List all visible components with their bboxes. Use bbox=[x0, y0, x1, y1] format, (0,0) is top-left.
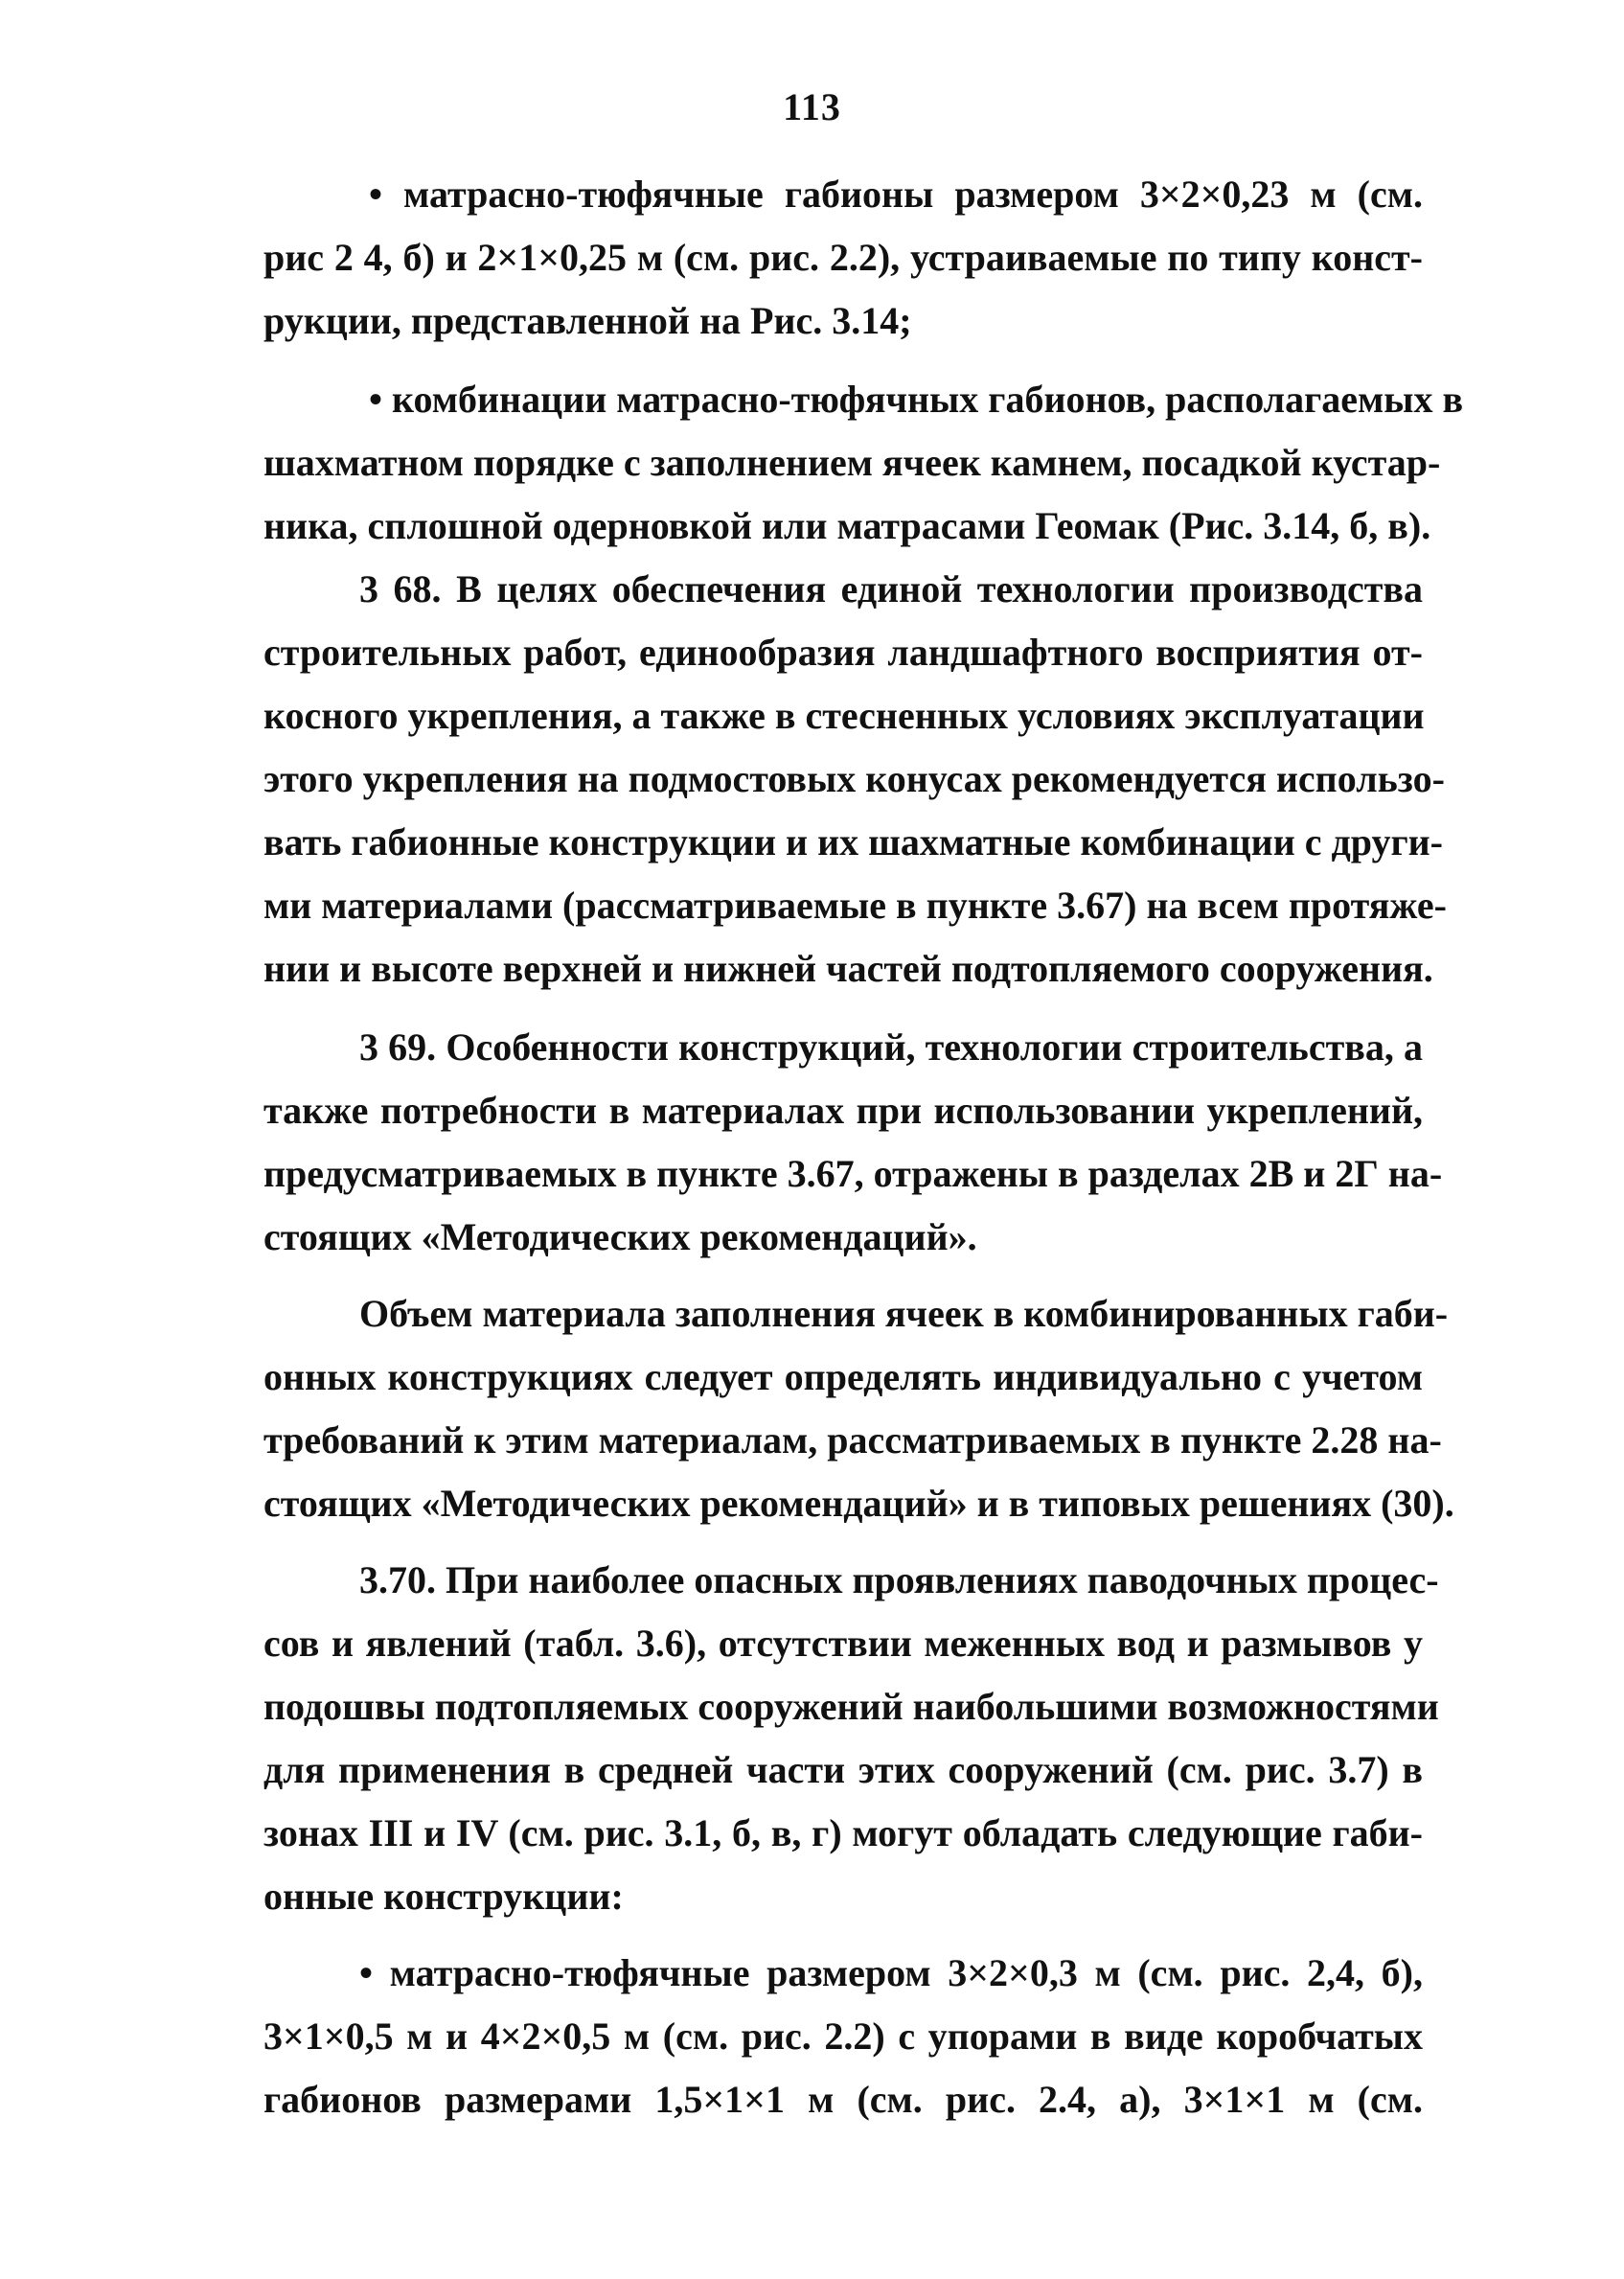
text-line: 3.70. При наиболее опасных проявлениях паводочных процес- bbox=[359, 1558, 1439, 1601]
text-line: • комбинации матрасно-тюфячных габионов, располагаемых в bbox=[369, 378, 1464, 421]
text-line: онные конструкции: bbox=[263, 1875, 624, 1918]
text-line: ника, сплошной одерновкой или матрасами Геомак (Рис. 3.14, б, в). bbox=[263, 504, 1431, 547]
text-line: рис 2 4, б) и 2×1×0,25 м (см. рис. 2.2), устраиваемые по типу конст- bbox=[263, 236, 1423, 279]
text-line: 3 68. В целях обеспечения единой технологии производства bbox=[359, 567, 1423, 610]
text-line: шахматном порядке с заполнением ячеек камнем, посадкой кустар- bbox=[263, 441, 1441, 484]
text-line: вать габионные конструкции и их шахматные комбинации с други- bbox=[263, 820, 1443, 863]
text-line: ми материалами (рассматриваемые в пункте 3.67) на всем протяже- bbox=[263, 884, 1447, 927]
text-line: нии и высоте верхней и нижней частей подтопляемого сооружения. bbox=[263, 947, 1433, 990]
text-line: подошвы подтопляемых сооружений наибольшими возможностями bbox=[263, 1685, 1439, 1728]
text-line: сов и явлений (табл. 3.6), отсутствии меженных вод и размывов у bbox=[263, 1622, 1423, 1665]
text-line: строительных работ, единообразия ландшафтного восприятия от- bbox=[263, 631, 1423, 674]
text-line: • матрасно-тюфячные габионы размером 3×2×0,23 м (см. bbox=[369, 173, 1423, 216]
text-line: для применения в средней части этих сооружений (см. рис. 3.7) в bbox=[263, 1748, 1423, 1791]
text-line: онных конструкциях следует определять индивидуально с учетом bbox=[263, 1355, 1423, 1398]
text-line: требований к этим материалам, рассматриваемых в пункте 2.28 на- bbox=[263, 1418, 1442, 1462]
text-line: стоящих «Методических рекомендаций». bbox=[263, 1215, 977, 1258]
text-line: 3×1×0,5 м и 4×2×0,5 м (см. рис. 2.2) с упорами в виде коробчатых bbox=[263, 2014, 1423, 2058]
text-line: Объем материала заполнения ячеек в комбинированных габи- bbox=[359, 1292, 1449, 1335]
text-line: 3 69. Особенности конструкций, технологии строительства, а bbox=[359, 1025, 1423, 1069]
text-line: также потребности в материалах при использовании укреплений, bbox=[263, 1089, 1423, 1132]
text-line: габионов размерами 1,5×1×1 м (см. рис. 2.4, а), 3×1×1 м (см. bbox=[263, 2078, 1423, 2121]
text-line: этого укрепления на подмостовых конусах рекомендуется использо- bbox=[263, 757, 1445, 800]
page-number: 113 bbox=[783, 85, 841, 128]
text-line: рукции, представленной на Рис. 3.14; bbox=[263, 299, 912, 342]
text-line: предусматриваемых в пункте 3.67, отражены в разделах 2В и 2Г на- bbox=[263, 1152, 1443, 1195]
text-line: • матрасно-тюфячные размером 3×2×0,3 м (см. рис. 2,4, б), bbox=[359, 1951, 1423, 1994]
text-line: стоящих «Методических рекомендаций» и в типовых решениях (30). bbox=[263, 1482, 1454, 1525]
text-line: косного укрепления, а также в стесненных условиях эксплуатации bbox=[263, 694, 1425, 737]
text-line: зонах III и IV (см. рис. 3.1, б, в, г) могут обладать следующие габи- bbox=[263, 1811, 1423, 1854]
